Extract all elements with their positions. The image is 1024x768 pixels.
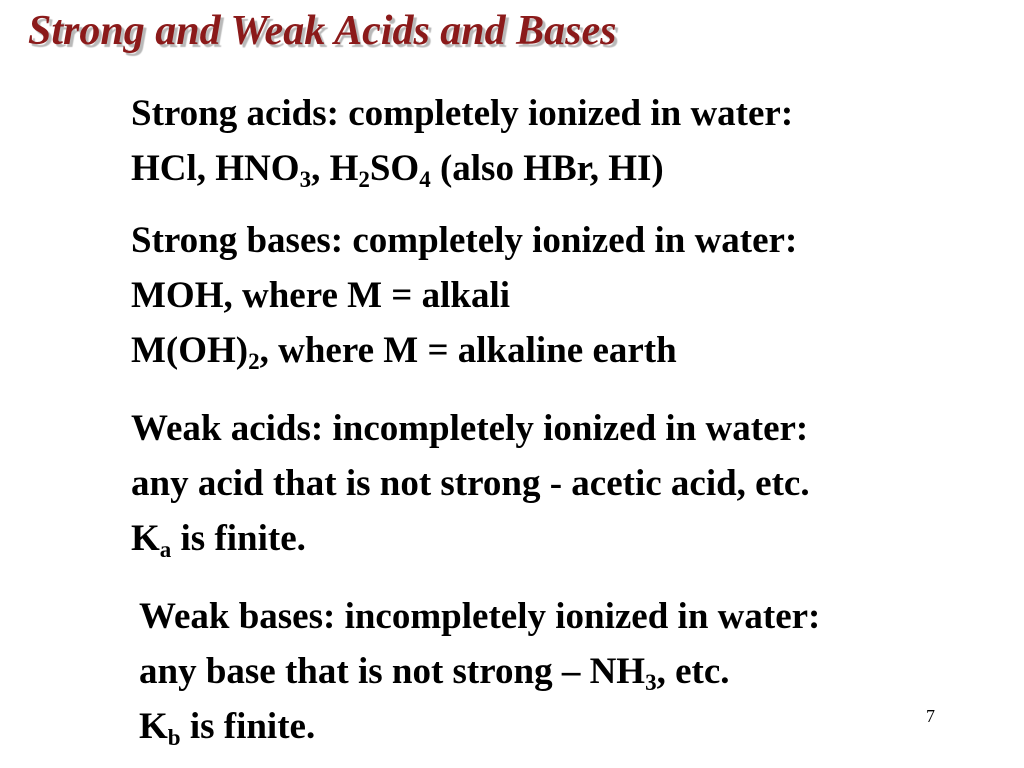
text-is-finite: is finite.	[171, 518, 306, 559]
text-moh: M(OH)	[131, 330, 249, 371]
weak-bases-block	[139, 589, 820, 754]
weak-bases-description	[139, 644, 820, 699]
subscript: b	[167, 725, 181, 750]
subscript: a	[159, 537, 172, 562]
page-number: 7	[926, 706, 935, 726]
text-h: , H	[311, 148, 359, 189]
strong-acids-heading: Strong acids: completely ionized in water:	[131, 93, 794, 134]
text-where-alkaline-earth: , where M = alkaline earth	[259, 330, 677, 371]
text-any-base: any base that is not strong – NH	[139, 651, 646, 692]
text-k: K	[131, 518, 160, 559]
weak-bases-kb	[139, 699, 820, 754]
text-so: SO	[369, 148, 420, 189]
subscript: 4	[419, 167, 431, 192]
weak-acids-block	[131, 401, 810, 566]
text-k: K	[139, 706, 168, 747]
strong-acids-block	[131, 86, 793, 196]
weak-acids-heading: Weak acids: incompletely ionized in water:	[131, 408, 809, 449]
weak-bases-heading: Weak bases: incompletely ionized in water:	[139, 596, 821, 637]
strong-bases-alkaline-earth	[131, 323, 797, 378]
strong-bases-alkali: MOH, where M = alkali	[131, 275, 511, 316]
weak-acids-description: any acid that is not strong - acetic acid, etc.	[131, 463, 810, 504]
strong-bases-heading: Strong bases: completely ionized in water:	[131, 220, 798, 261]
text-hcl-hno: HCl, HNO	[131, 148, 300, 189]
weak-acids-ka	[131, 511, 810, 566]
text-is-finite: is finite.	[180, 706, 316, 747]
text-also-hbr-hi: (also HBr, HI)	[430, 148, 664, 189]
strong-bases-block	[131, 213, 797, 378]
subscript: 2	[248, 349, 260, 374]
subscript: 3	[645, 670, 657, 695]
strong-acids-examples	[131, 141, 793, 196]
text-etc: , etc.	[656, 651, 730, 692]
slide-title: Strong and Weak Acids and Bases	[28, 8, 617, 54]
subscript: 3	[299, 167, 312, 192]
subscript: 2	[358, 167, 370, 192]
